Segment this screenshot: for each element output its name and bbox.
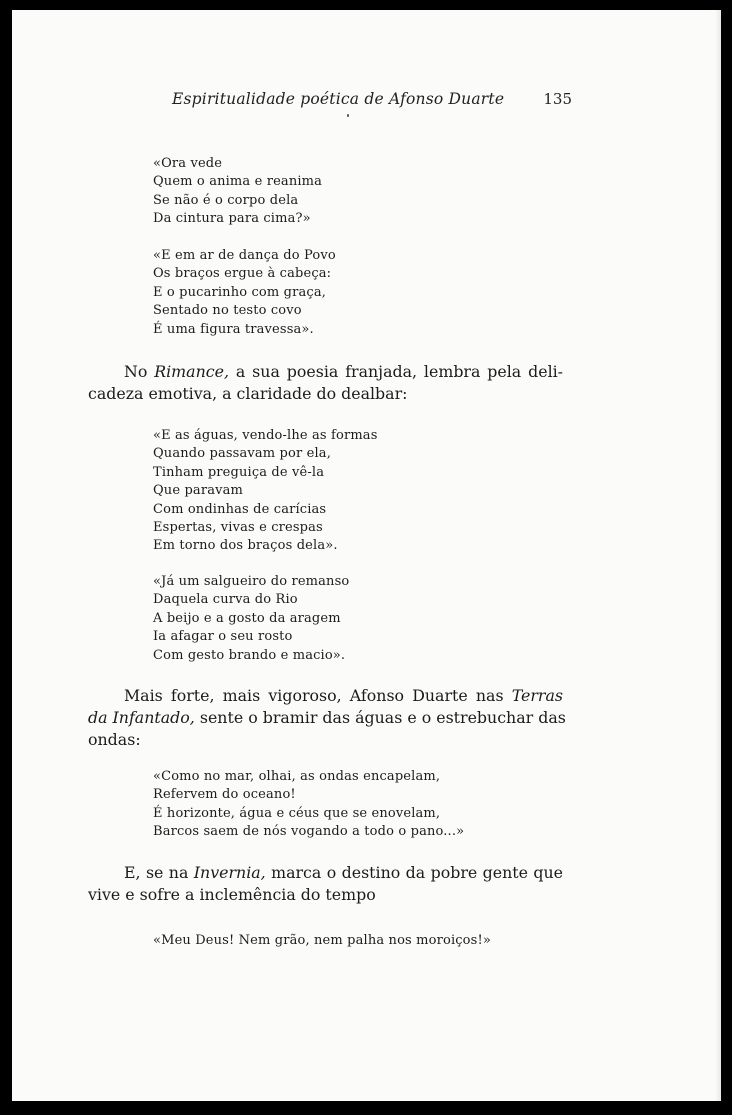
running-header xyxy=(172,90,572,116)
paragraph-line xyxy=(88,862,563,884)
verse-line: «E as águas, vendo-lhe as formas xyxy=(153,428,378,443)
text-run: marca o destino da pobre gente que xyxy=(265,863,563,882)
verse-line: Refervem do oceano! xyxy=(153,787,296,803)
print-speck xyxy=(347,114,349,117)
running-title: Espiritualidade poética de Afonso Duarte xyxy=(172,90,505,108)
verse-line: «Como no mar, olhai, as ondas encapelam, xyxy=(153,769,441,784)
book-page xyxy=(12,10,721,1101)
verse-line: Quando passavam por ela, xyxy=(153,446,331,462)
verse-stanza-3 xyxy=(153,427,378,556)
verse-line: Com ondinhas de carícias xyxy=(153,501,327,517)
paragraph-line: vive e sofre a inclemência do tempo xyxy=(88,885,376,905)
verse-line: Barcos saem de nós vogando a todo o pano...» xyxy=(153,824,465,840)
verse-line: «Ora vede xyxy=(153,156,223,171)
italic-title: da Infantado, xyxy=(88,708,195,728)
paragraph-line xyxy=(88,707,566,729)
text-run: sente o bramir das águas e o estrebuchar das xyxy=(194,708,566,728)
paragraph-line: ondas: xyxy=(88,730,141,750)
verse-stanza-4 xyxy=(153,573,349,665)
verse-line: Espertas, vivas e crespas xyxy=(153,520,323,536)
verse-line: «Meu Deus! Nem grão, nem palha nos moroiços!» xyxy=(153,933,491,948)
verse-line: É uma figura travessa». xyxy=(153,321,314,337)
text-run: E, se na xyxy=(124,863,194,882)
italic-title: Terras xyxy=(511,686,563,705)
verse-line: Se não é o corpo dela xyxy=(153,192,299,208)
text-run: No xyxy=(124,362,155,381)
paragraph-line: cadeza emotiva, a claridade do dealbar: xyxy=(88,384,408,404)
verse-line: Com gesto brando e macio». xyxy=(153,647,346,663)
verse-stanza-1 xyxy=(153,155,322,229)
verse-line: É horizonte, água e céus que se enovelam, xyxy=(153,805,441,821)
verse-line: Daquela curva do Rio xyxy=(153,592,298,608)
italic-title: Rimance, xyxy=(154,362,229,381)
verse-stanza-2 xyxy=(153,247,336,339)
verse-stanza-5 xyxy=(153,768,464,842)
verse-line: «Já um salgueiro do remanso xyxy=(153,574,350,589)
paragraph-3 xyxy=(88,862,563,906)
paragraph-line xyxy=(88,685,563,707)
verse-line: Ia afagar o seu rosto xyxy=(153,629,293,645)
verse-line: Da cintura para cima?» xyxy=(153,211,311,227)
page-number: 135 xyxy=(543,90,572,108)
verse-line: Os braços ergue à cabeça: xyxy=(153,266,332,282)
verse-line: Em torno dos braços dela». xyxy=(153,538,338,554)
final-quote xyxy=(153,932,491,950)
verse-line: Tinham preguiça de vê-la xyxy=(153,464,325,480)
verse-line: E o pucarinho com graça, xyxy=(153,284,326,300)
text-run: a sua poesia franjada, lembra pela deli- xyxy=(228,362,564,381)
verse-line: Que paravam xyxy=(153,483,243,499)
page-edge xyxy=(715,10,721,1101)
text-run: Mais forte, mais vigoroso, Afonso Duarte nas xyxy=(124,686,512,705)
paragraph-1 xyxy=(88,361,563,405)
paragraph-2 xyxy=(88,685,566,752)
verse-line: «E em ar de dança do Povo xyxy=(153,248,336,263)
verse-line: Sentado no testo covo xyxy=(153,303,302,319)
verse-line: A beijo e a gosto da aragem xyxy=(153,610,341,626)
paragraph-line xyxy=(88,361,563,383)
italic-title: Invernia, xyxy=(193,863,266,882)
verse-line: Quem o anima e reanima xyxy=(153,174,323,190)
